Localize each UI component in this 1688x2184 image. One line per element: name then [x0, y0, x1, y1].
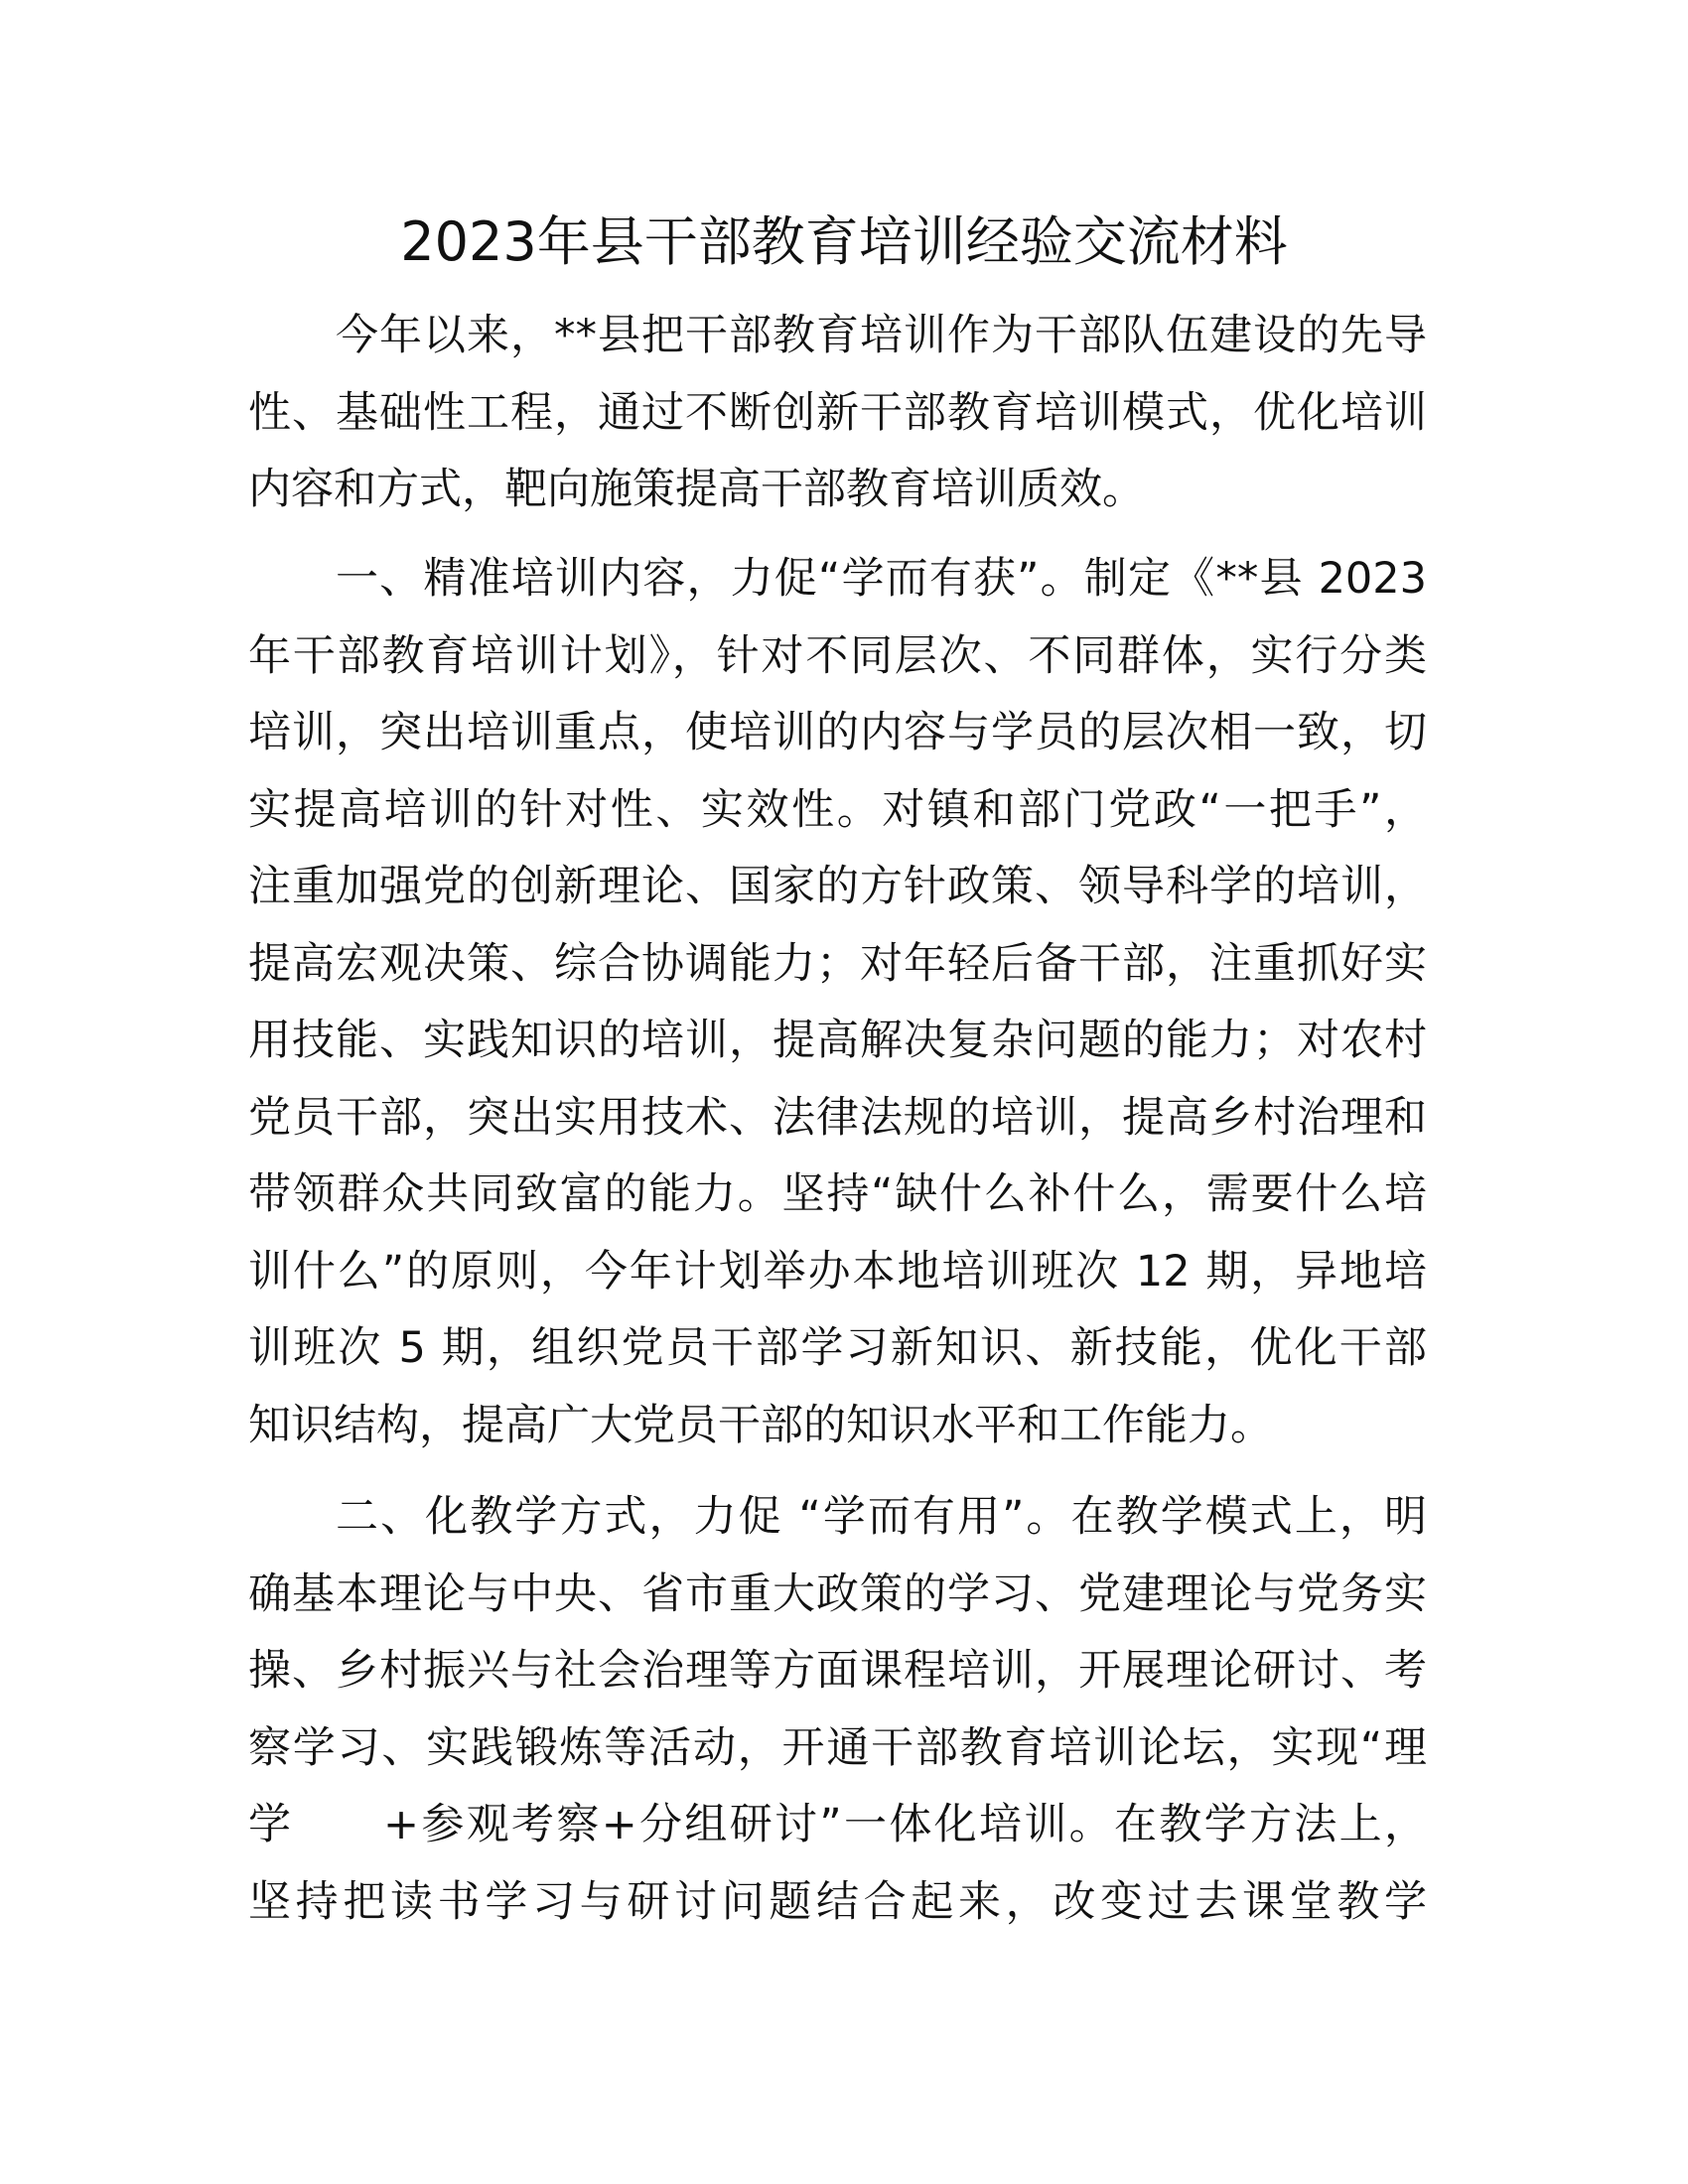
paragraph-line: 训班次 5 期，组织党员干部学习新知识、新技能，优化干部	[248, 1323, 1427, 1373]
paragraph-line: 实提高培训的针对性、实效性。对镇和部门党政“一把手”，	[248, 784, 1427, 835]
paragraph-line: 党员干部，突出实用技术、法律法规的培训，提高乡村治理和	[248, 1092, 1427, 1143]
document-title: 2023年县干部教育培训经验交流材料	[400, 210, 1288, 273]
paragraph-line: 确基本理论与中央、省市重大政策的学习、党建理论与党务实	[248, 1569, 1427, 1619]
paragraph-line: 提高宏观决策、综合协调能力；对年轻后备干部，注重抓好实	[248, 938, 1427, 989]
paragraph-line: 一、精准培训内容，力促“学而有获”。制定《**县 2023	[336, 554, 1427, 604]
paragraph-line: 带领群众共同致富的能力。坚持“缺什么补什么，需要什么培	[248, 1169, 1427, 1219]
paragraph-line: 知识结构，提高广大党员干部的知识水平和工作能力。	[248, 1400, 1273, 1450]
paragraph-line: 培训，突出培训重点，使培训的内容与学员的层次相一致，切	[248, 708, 1427, 757]
paragraph-line: 察学习、实践锻炼等活动，开通干部教育培训论坛，实现“理	[248, 1722, 1427, 1773]
paragraph-line: 坚持把读书学习与研讨问题结合起来，改变过去课堂教学	[248, 1876, 1427, 1927]
paragraph-line: 学 +参观考察+分组研讨”一体化培训。在教学方法上，	[248, 1800, 1427, 1849]
paragraph-line: 性、基础性工程，通过不断创新干部教育培训模式，优化培训	[248, 387, 1427, 438]
paragraph-line: 用技能、实践知识的培训，提高解决复杂问题的能力；对农村	[248, 1016, 1427, 1065]
paragraph-line: 操、乡村振兴与社会治理等方面课程培训，开展理论研讨、考	[248, 1646, 1427, 1696]
paragraph-line: 年干部教育培训计划》，针对不同层次、不同群体，实行分类	[248, 630, 1427, 681]
paragraph-line: 注重加强党的创新理论、国家的方针政策、领导科学的培训，	[248, 862, 1427, 911]
paragraph-line: 内容和方式，靶向施策提高干部教育培训质效。	[248, 465, 1145, 514]
paragraph-line: 训什么”的原则，今年计划举办本地培训班次 12 期，异地培	[248, 1246, 1427, 1297]
paragraph-line: 二、化教学方式，力促 “学而有用”。在教学模式上，明	[336, 1492, 1427, 1542]
paragraph-line: 今年以来，**县把干部教育培训作为干部队伍建设的先导	[336, 311, 1427, 360]
